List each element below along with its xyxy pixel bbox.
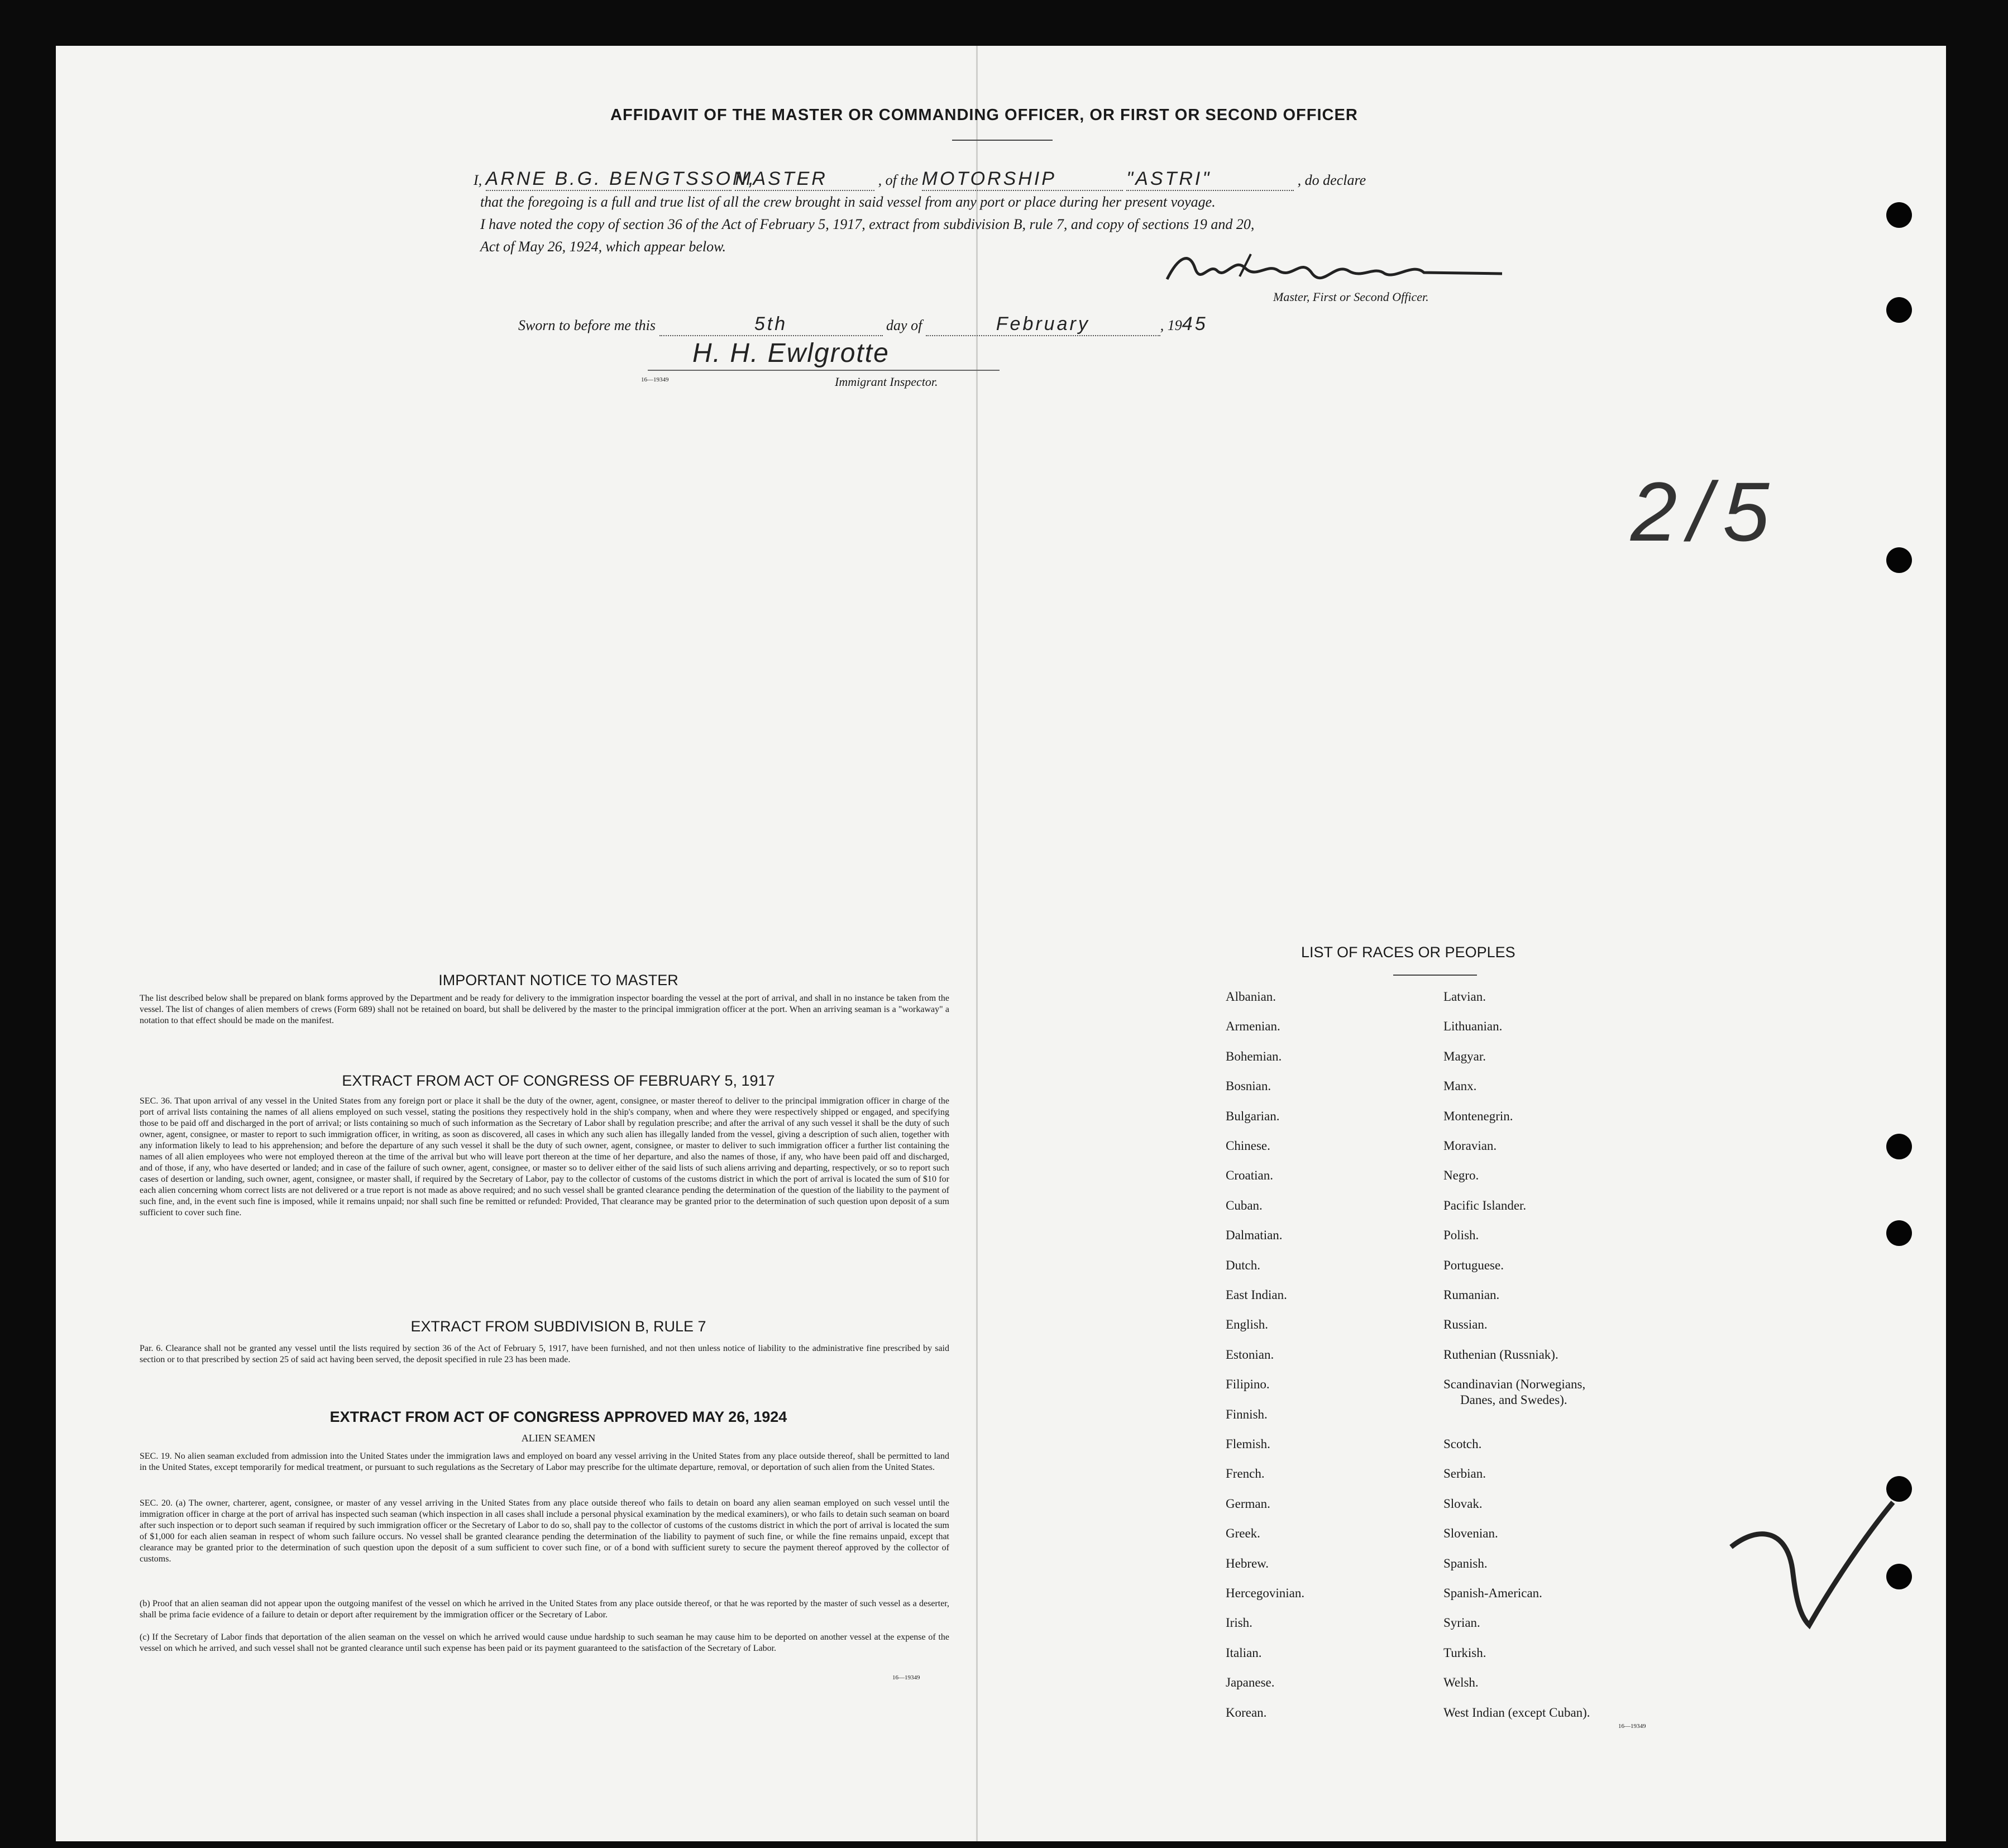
punch-hole: [1886, 547, 1912, 573]
race-item: Pacific Islander.: [1443, 1198, 1527, 1212]
race-item: Filipino.: [1226, 1377, 1270, 1392]
race-item: English.: [1226, 1317, 1269, 1332]
year-prefix: , 19: [1160, 317, 1182, 333]
race-item: Slovak.: [1443, 1496, 1483, 1511]
extract-1917-title: EXTRACT FROM ACT OF CONGRESS OF FEBRUARY 5, 1917: [342, 1072, 775, 1089]
inspector-signature: H. H. Ewlgrotte: [692, 338, 890, 368]
sworn-label: Sworn to before me this: [518, 317, 656, 333]
race-item: Rumanian.: [1443, 1288, 1500, 1302]
races-title: LIST OF RACES OR PEOPLES: [1301, 944, 1515, 961]
race-item: Albanian.: [1226, 990, 1276, 1004]
of-the-label: , of the: [878, 172, 919, 188]
race-item: West Indian (except Cuban).: [1443, 1705, 1590, 1720]
race-item: Montenegrin.: [1443, 1109, 1513, 1123]
race-item: Magyar.: [1443, 1049, 1486, 1063]
race-item: Greek.: [1226, 1526, 1260, 1541]
extract-rule7-text: Par. 6. Clearance shall not be granted any vessel until the lists required by section 36 of the Act of February 5, 1917, have been furnished, and not then unless notice of liability to the administrative fine prescribed by said section or to that prescribed by section 25 of said act having been served, the deposit specified in rule 23 has been made.: [140, 1344, 949, 1364]
race-item: Bosnian.: [1226, 1079, 1271, 1093]
notice-title: IMPORTANT NOTICE TO MASTER: [438, 972, 678, 989]
punch-hole: [1886, 297, 1912, 323]
race-item: French.: [1226, 1467, 1265, 1481]
race-item: Scandinavian (Norwegians,: [1443, 1377, 1586, 1392]
day-field: 5th: [659, 313, 883, 336]
inspector-line: [648, 370, 1000, 371]
race-item: Croatian.: [1226, 1168, 1273, 1183]
master-name-field: ARNE B.G. BENGTSSON,: [486, 168, 732, 191]
race-item: Italian.: [1226, 1645, 1262, 1660]
notice-text: The list described below shall be prepared on blank forms approved by the Department and be ready for delivery to the immigration inspector boarding the vessel at the port of arrival, and shall in no instance be taken from the vessel. The list of changes of alien members of crews (Form 689) shall not be retained on board, but shall be delivered by the master to the principal immigration officer at the port. When an arriving seaman is a "workaway" a notation to that effect should be made on the manifest.: [140, 994, 949, 1025]
race-item: Chinese.: [1226, 1139, 1270, 1153]
race-item: Russian.: [1443, 1317, 1488, 1332]
race-item: Slovenian.: [1443, 1526, 1498, 1541]
position-field: MASTER: [735, 168, 874, 191]
race-item: Negro.: [1443, 1168, 1479, 1183]
race-item: Dalmatian.: [1226, 1228, 1283, 1243]
race-item: Latvian.: [1443, 990, 1486, 1004]
race-item: Moravian.: [1443, 1139, 1497, 1153]
extract-1924-subtitle: ALIEN SEAMEN: [521, 1432, 596, 1444]
year-field: 45: [1182, 313, 1208, 335]
inspector-caption: Immigrant Inspector.: [835, 375, 938, 389]
race-item: Lithuanian.: [1443, 1019, 1503, 1034]
sec20b-text: (b) Proof that an alien seaman did not appear upon the outgoing manifest of the vessel on which he arrived in the United States from any place outside thereof, or that he was reported by the master of such vessel as a deserter, shall be prima facie evidence of a failure to detain or deport after requirement by the immigration officer or the Secretary of Labor.: [140, 1599, 949, 1620]
sworn-line: [518, 313, 1208, 337]
sec19-text: SEC. 19. No alien seaman excluded from admission into the United States under the immigration laws and employed on board any vessel arriving in the United States from any place outside thereof, shall be permitted to land in the United States, except temporarily for medical treatment, or pursuant to such regulations as the Secretary of Labor may prescribe for the ultimate departure, removal, or deportation of such alien from the United States.: [140, 1451, 949, 1472]
affidavit-body-1: that the foregoing is a full and true list of all the crew brought in said vessel from any port or place during her present voyage.: [480, 194, 1216, 210]
race-item-continuation: Danes, and Swedes).: [1460, 1393, 1567, 1407]
form-number: 16—19349: [1618, 1723, 1646, 1730]
do-declare-label: , do declare: [1297, 172, 1366, 188]
race-item: Bulgarian.: [1226, 1109, 1280, 1123]
race-item: Irish.: [1226, 1616, 1252, 1630]
affidavit-body-3: Act of May 26, 1924, which appear below.: [480, 238, 726, 255]
declaration-line: [474, 168, 1366, 192]
punch-hole: [1886, 1220, 1912, 1246]
punch-hole: [1886, 1134, 1912, 1159]
race-item: Dutch.: [1226, 1258, 1260, 1272]
vessel-name-field: "ASTRI": [1126, 168, 1294, 191]
race-item: Finnish.: [1226, 1407, 1268, 1421]
extract-rule7-title: EXTRACT FROM SUBDIVISION B, RULE 7: [410, 1318, 706, 1335]
race-item: Polish.: [1443, 1228, 1479, 1243]
check-mark: [1725, 1497, 1899, 1648]
master-caption: Master, First or Second Officer.: [1273, 290, 1429, 304]
race-item: Spanish.: [1443, 1556, 1488, 1570]
race-item: Bohemian.: [1226, 1049, 1282, 1063]
race-item: Syrian.: [1443, 1616, 1480, 1630]
race-item: Spanish-American.: [1443, 1586, 1542, 1600]
race-item: Serbian.: [1443, 1467, 1486, 1481]
punch-hole: [1886, 202, 1912, 228]
race-item: Flemish.: [1226, 1437, 1270, 1451]
form-number: 16—19349: [641, 376, 669, 383]
extract-1917-text: SEC. 36. That upon arrival of any vessel in the United States from any foreign port or place it shall be the duty of the owner, agent, consignee, or master thereof to deliver to the principal immigration officer in charge of the port of arrival lists containing the names of all aliens employed on such vessel, stating the positions they respectively hold in the ship's company, when and where they were respectively shipped or engaged, and specifying those to be paid off and discharged in the port of arrival; or lists containing so much of such information as the Secretary of Labor shall by regulation prescribe; and after the arrival of any such vessel it shall be the duty of such owner, agent, consignee, or master to report to such immigration officer, in writing, as soon as discovered, all cases in which any such alien has illegally landed from the vessel, giving a description of such alien, together with any information likely to lead to his apprehension; and before the departure of any such vessel it shall be the duty of such owner, agent, consignee, or master to deliver to such immigration officer a further list containing the names of all alien employees who were not employed thereon at the time of the arrival but who will leave port thereon at the time of her departure, and also the names of those, if any, who have been paid off and discharged, and of those, if any, who have deserted or landed; and in case of the failure of such owner, agent, consignee, or master so to deliver either of the said lists of such aliens arriving and departing, respectively, or so to report such cases of desertion or landing, such owner, agent, consignee, or master shall, if required by the Secretary of Labor, pay to the collector of customs of the customs district in which the port of arrival is located the sum of $10 for each alien concerning whom correct lists are not delivered or a true report is not made as above required; and no such vessel shall be granted clearance pending the determination of the question of the liability to the payment of such fine, and, in the event such fine is imposed, while it remains unpaid; nor shall such fine be remitted or refunded: Provided, That clearance may be granted prior to the determination of such question upon deposit of a sum sufficient to cover such fine.: [140, 1096, 949, 1217]
sec20c-text: (c) If the Secretary of Labor finds that deportation of the alien seaman on the vessel on which he arrived would cause undue hardship to such seaman he may cause him to be deported on another vessel at the expense of the vessel on which he arrived, and such vessel shall not be granted clearance until such expense has been paid or its payment guaranteed to the satisfaction of the Secretary of Labor.: [140, 1632, 949, 1653]
race-item: Ruthenian (Russniak).: [1443, 1347, 1558, 1362]
affidavit-body-2: I have noted the copy of section 36 of the Act of February 5, 1917, extract from subdivision B, rule 7, and copy of sections 19 and 20,: [480, 216, 1255, 232]
race-item: Hebrew.: [1226, 1556, 1269, 1570]
race-item: Hercegovinian.: [1226, 1586, 1305, 1600]
race-item: Portuguese.: [1443, 1258, 1504, 1272]
sec20a-text: SEC. 20. (a) The owner, charterer, agent, consignee, or master of any vessel arriving in the United States from any place outside thereof who fails to detain on board any alien seaman employed on such vessel until the immigration officer in charge at the port of arrival has inspected such seaman (which inspection in all cases shall include a personal physical examination by the medical examiners), or who fails to detain such seaman on board after such inspection or to deport such seaman if required by such immigration officer or the Secretary of Labor to do so, shall pay to the collector of customs of the customs district in which the port of arrival is located the sum of $1,000 for each alien seaman in respect of whom such failure occurs. No vessel shall be granted clearance pending the determination of the liability to payment of such fine, or while the fine remains unpaid, except that clearance may be granted prior to the determination of such question upon the deposit of a sum sufficient to cover such fine, or of a bond with sufficient surety to secure the payment thereof approved by the collector of customs.: [140, 1498, 949, 1564]
race-item: East Indian.: [1226, 1288, 1287, 1302]
handwritten-annotation: 2/5: [1631, 465, 1781, 558]
race-item: German.: [1226, 1496, 1270, 1511]
race-item: Welsh.: [1443, 1675, 1479, 1690]
race-item: Japanese.: [1226, 1675, 1275, 1690]
race-item: Scotch.: [1443, 1437, 1482, 1451]
vessel-type-field: MOTORSHIP: [922, 168, 1123, 191]
race-item: Turkish.: [1443, 1645, 1486, 1660]
race-item: Manx.: [1443, 1079, 1477, 1093]
affidavit-title: AFFIDAVIT OF THE MASTER OR COMMANDING OFFICER, OR FIRST OR SECOND OFFICER: [610, 106, 1358, 124]
extract-1924-title: EXTRACT FROM ACT OF CONGRESS APPROVED MAY 26, 1924: [329, 1408, 787, 1425]
race-item: Cuban.: [1226, 1198, 1263, 1212]
race-item: Estonian.: [1226, 1347, 1274, 1362]
month-field: February: [926, 313, 1160, 336]
race-item: Korean.: [1226, 1705, 1267, 1720]
day-of-label: day of: [886, 317, 922, 333]
title-divider: [952, 140, 1053, 141]
races-divider: [1393, 975, 1477, 976]
race-item: Armenian.: [1226, 1019, 1280, 1034]
form-number: 16—19349: [892, 1674, 920, 1681]
i-label: I,: [474, 172, 482, 188]
